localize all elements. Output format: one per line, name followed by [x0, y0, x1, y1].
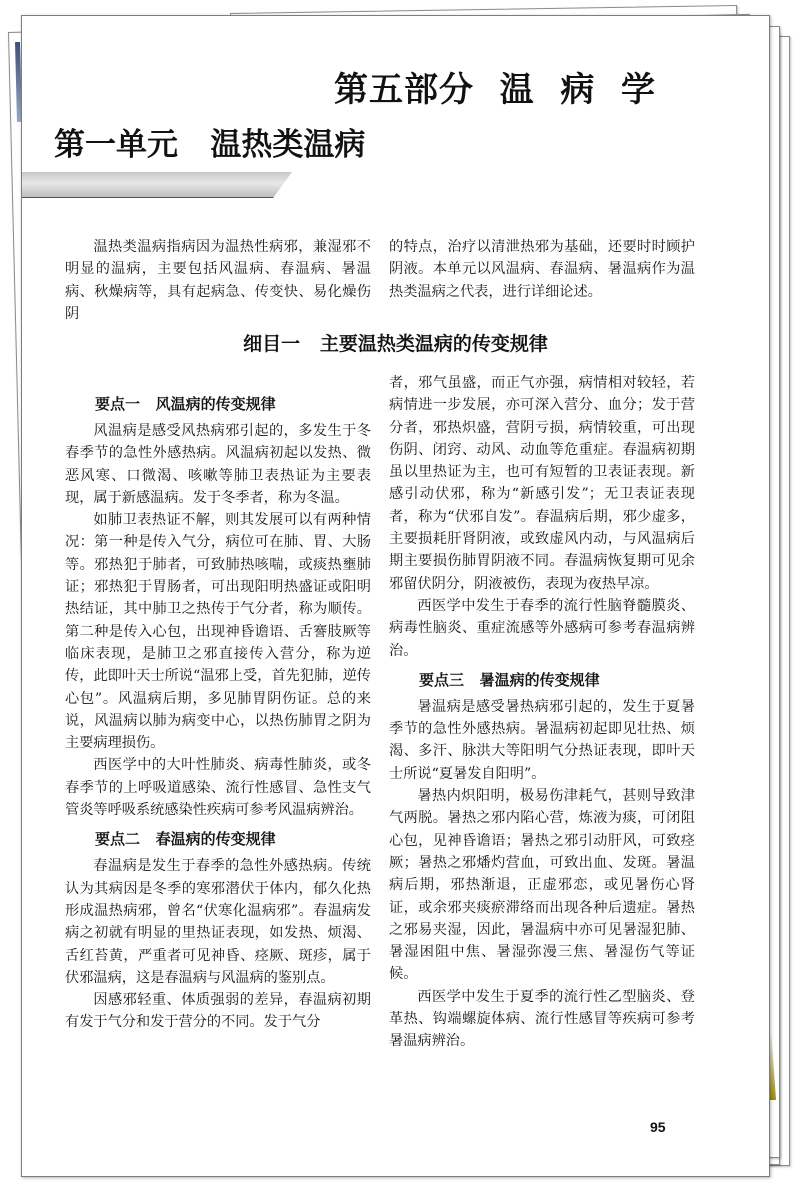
paragraph: 暑温病是感受暑热病邪引起的，发生于夏暑季节的急性外感热病。暑温病初起即见壮热、烦渴、多汗、脉洪大等阳明气分热证表现，即叶天士所说“夏暑发自阳明”。	[389, 698, 695, 782]
page-number: 95	[650, 1119, 666, 1135]
paragraph: 者，邪气虽盛，而正气亦强，病情相对较轻，若病情进一步发展，亦可深入营分、血分；发于营分者，邪热炽盛，营阴亏损，病情较重，可出现伤阴、闭窍、动风、动血等危重症。春温病初期虽以里热证为主，也可有短暂的卫表证表现。新感引动伏邪，称为“新感引发”；无卫表证表现者，称为“伏邪自发”。春温病后期，邪少虚多，主要损耗肝肾阴液，或致虚风内动，与风温病后期主要损伤肺胃阴液不同。春温病恢复期可见余邪留伏阴分，阴液被伤，表现为夜热早凉。	[389, 375, 695, 592]
paragraph: 西医学中发生于春季的流行性脑脊髓膜炎、病毒性脑炎、重症流感等外感病可参考春温病辨治。	[389, 597, 695, 659]
paragraph: 风温病是感受风热病邪引起的，多发生于冬春季节的急性外感热病。风温病初起以发热、微恶风寒、口微渴、咳嗽等肺卫表热证为主要表现，属于新感温病。发于冬季者，称为冬温。	[65, 423, 371, 506]
paragraph: 春温病是发生于春季的急性外感热病。传统认为其病因是冬季的寒邪潜伏于体内，郁久化热形成温热病邪，曾名“伏寒化温病邪”。春温病发病之初就有明显的里热证表现，如发热、烦渴、舌红苔黄，严重者可见神昏、痉厥、斑疹，属于伏邪温病，这是春温病与风温病的鉴别点。	[65, 858, 371, 986]
point-title: 要点三 暑温病的传变规律	[419, 670, 600, 689]
point-title: 要点二 春温病的传变规律	[95, 830, 276, 849]
part-title: 第五部分 温 病 学	[334, 70, 657, 110]
section-title: 细目一 主要温热类温病的传变规律	[243, 333, 548, 355]
body-left-column	[65, 386, 371, 1034]
paragraph: 西医学中发生于夏季的流行性乙型脑炎、登革热、钩端螺旋体病、流行性感冒等疾病可参考暑温病辨治。	[389, 988, 695, 1050]
body-right-column	[389, 372, 695, 1053]
paragraph: 暑热内炽阳明，极易伤津耗气，甚则导致津气两脱。暑热之邪内陷心营，炼液为痰，可闭阻心包，见神昏谵语；暑热之邪引动肝风，可致痉厥；暑热之邪燔灼营血，可致出血、发斑。暑温病后期，邪热渐退，正虚邪恋，或见暑伤心肾证，或余邪夹痰瘀滞络而出现各种后遗症。暑热之邪易夹湿，因此，暑温病中亦可见暑湿犯肺、暑湿困阻中焦、暑湿弥漫三焦、暑湿伤气等证候。	[389, 788, 695, 983]
intro-right-column	[389, 236, 695, 303]
paragraph: 因感邪轻重、体质强弱的差异，春温病初期有发于气分和发于营分的不同。发于气分	[65, 992, 371, 1031]
paragraph: 西医学中的大叶性肺炎、病毒性肺炎，或冬春季节的上呼吸道感染、流行性感冒、急性支气管炎等呼吸系统感染性疾病可参考风温病辨治。	[65, 757, 371, 819]
document-page	[21, 15, 770, 1177]
paragraph: 如肺卫表热证不解，则其发展可以有两种情况：第一种是传入气分，病位可在肺、胃、大肠等。邪热犯于肺者，可致肺热咳喘，或痰热壅肺证；邪热犯于胃肠者，可出现阳明热盛证或阳明热结证，其中肺卫之热传于气分者，称为顺传。第二种是传入心包，出现神昏谵语、舌謇肢厥等临床表现，是肺卫之邪直接传入营分，称为逆传，此即叶天士所说“温邪上受，首先犯肺，逆传心包”。风温病后期，多见肺胃阴伤证。总的来说，风温病以肺为病变中心，以热伤肺胃之阴为主要病理损伤。	[65, 512, 371, 752]
intro-paragraph: 温热类温病指病因为温热性病邪，兼湿邪不明显的温病，主要包括风温病、春温病、暑温病、秋燥病等，具有起病急、传变快、易化燥伤阴	[65, 239, 371, 322]
unit-title: 第一单元 温热类温病	[54, 127, 366, 163]
unit-title-bar-decoration	[22, 172, 292, 198]
intro-paragraph: 的特点，治疗以清泄热邪为基础，还要时时顾护阴液。本单元以风温病、春温病、暑温病作为温热类温病之代表，进行详细论述。	[389, 239, 695, 300]
point-title: 要点一 风温病的传变规律	[95, 395, 276, 413]
intro-left-column	[65, 236, 371, 325]
